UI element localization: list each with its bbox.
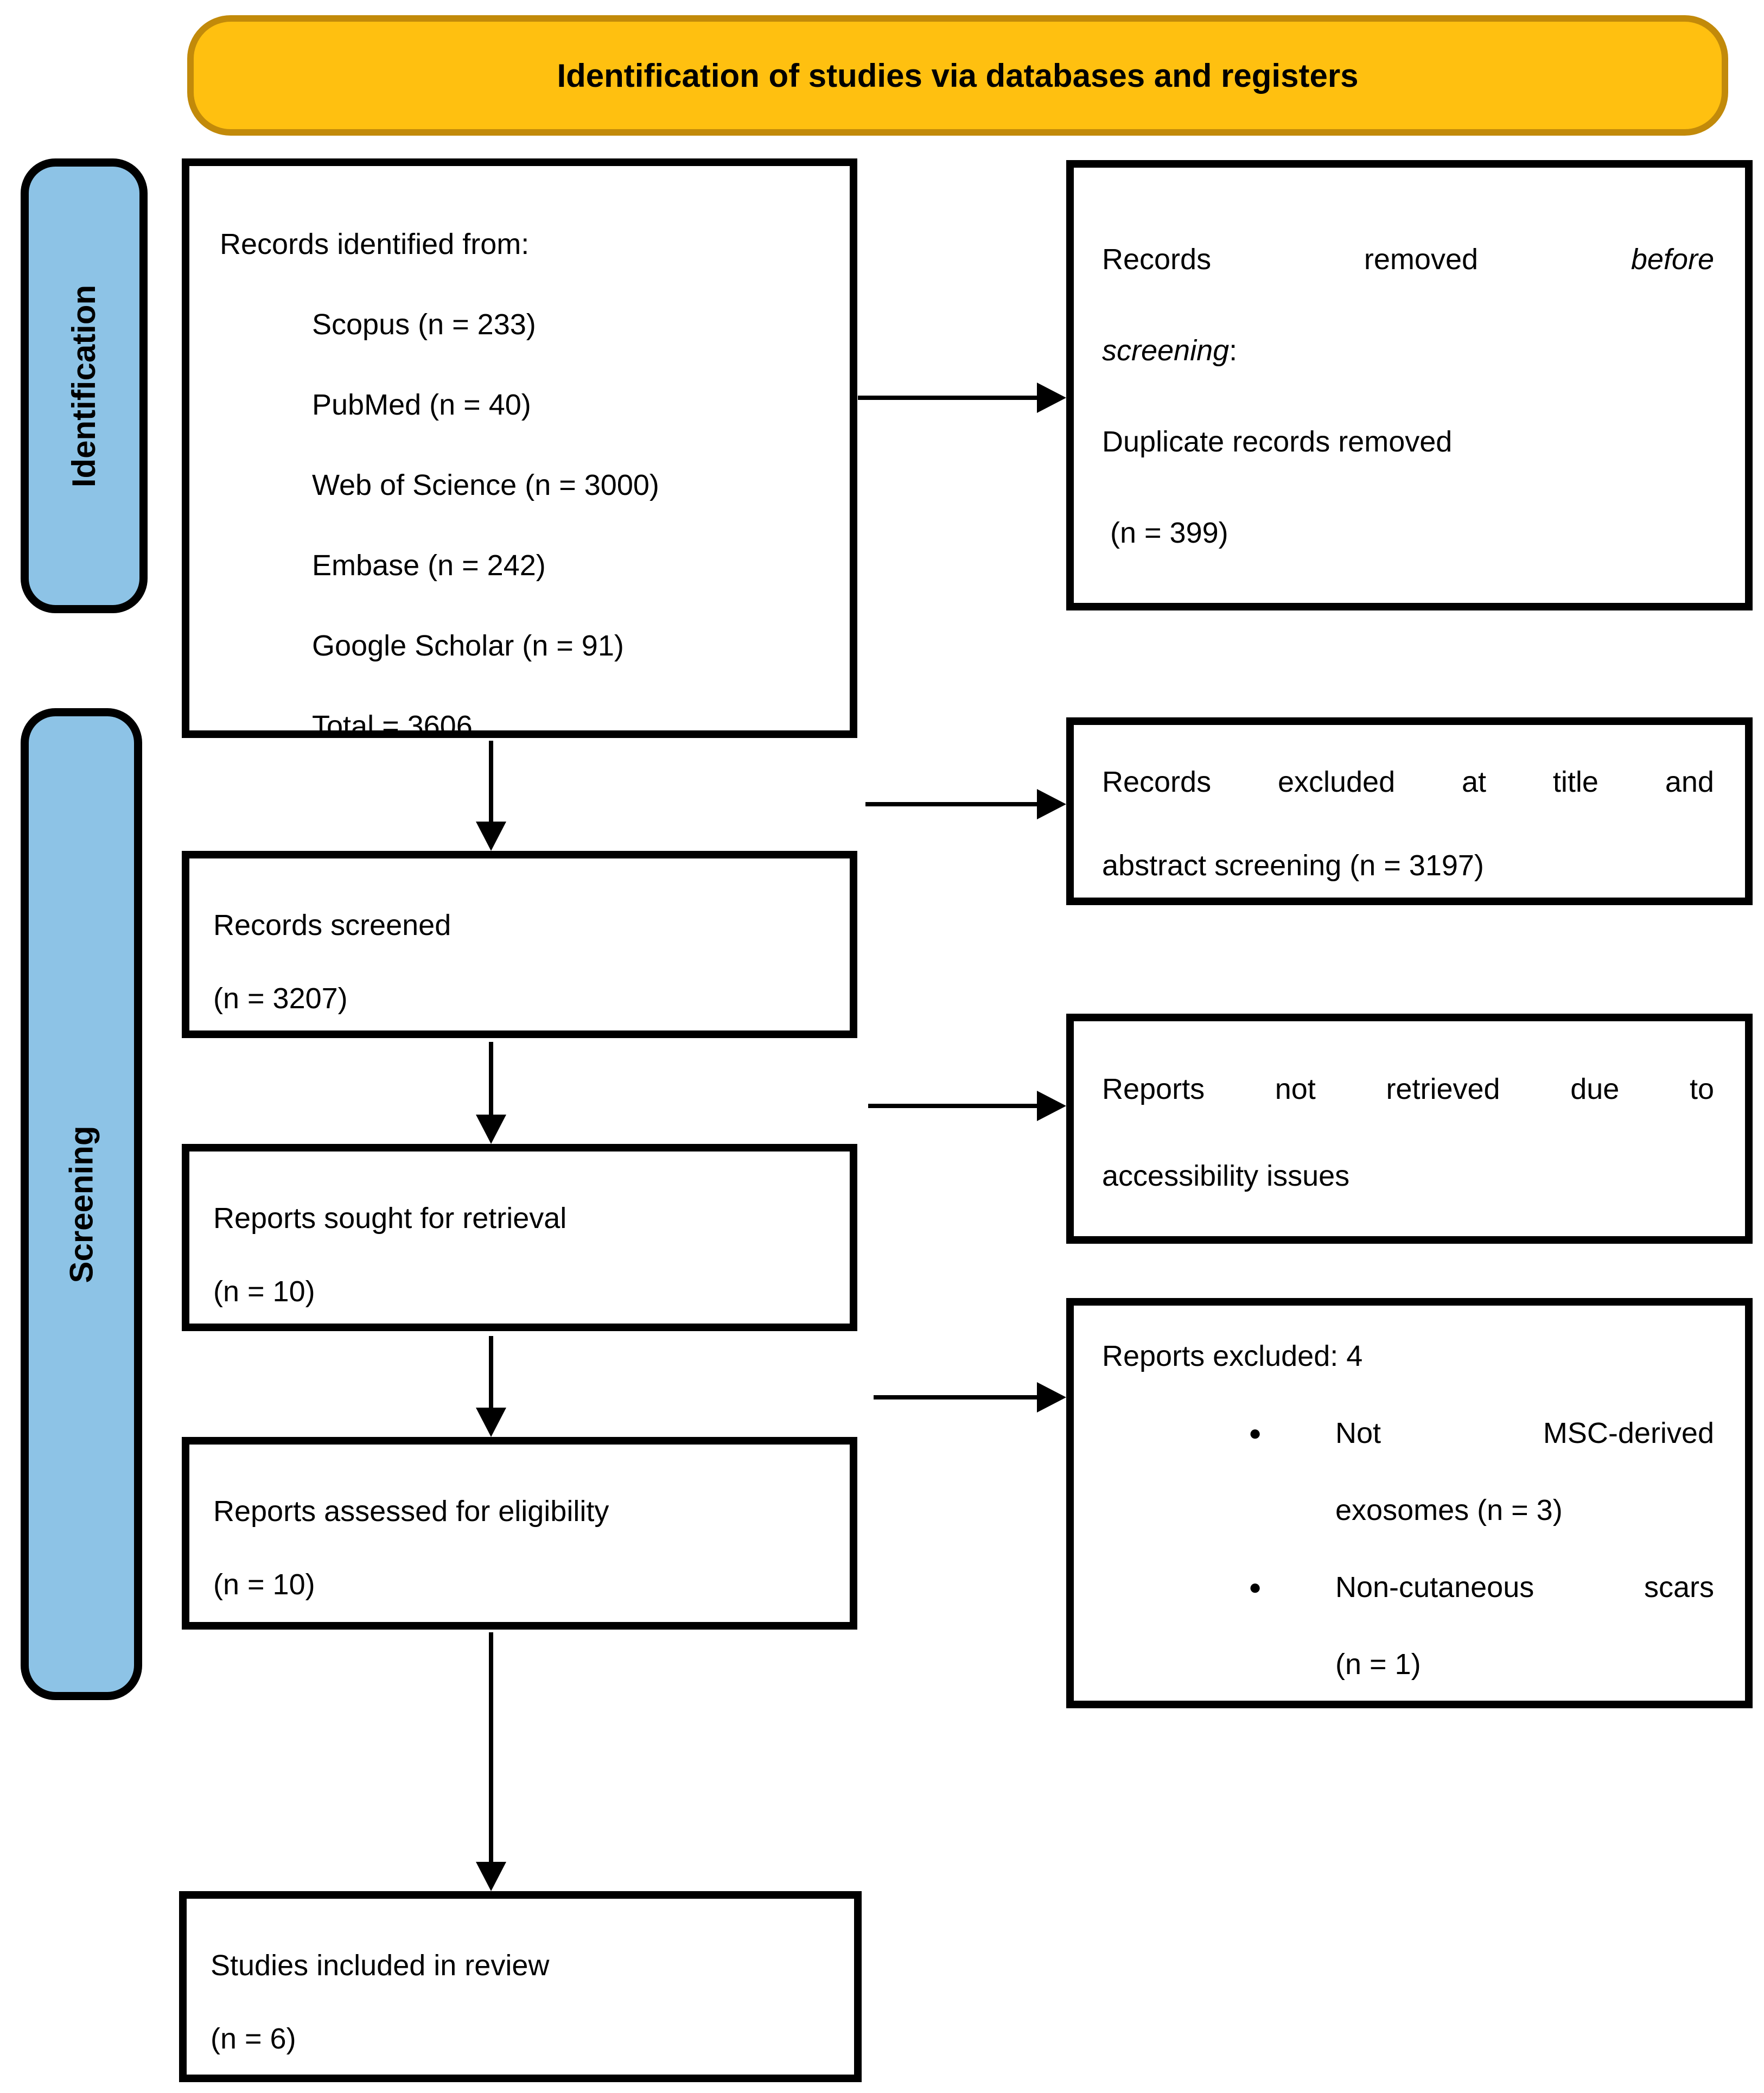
reports-sought-label: Reports sought for retrieval <box>213 1201 567 1235</box>
records-excluded-box <box>1066 717 1753 905</box>
reports-not-retrieved-box <box>1066 1014 1753 1244</box>
arrowhead-down-icon <box>476 822 506 851</box>
box-text-line: exosomes (n = 3) <box>1335 1494 1563 1526</box>
records-screened-count: (n = 3207) <box>213 982 348 1015</box>
arrow-sought-to-not-retrieved <box>868 1091 1066 1121</box>
arrow-screened-to-sought <box>476 1042 506 1144</box>
source-embase: Embase (n = 242) <box>312 549 546 582</box>
box-text-line: Not MSC-derived <box>1335 1417 1714 1449</box>
arrow-identified-to-removed <box>858 383 1066 413</box>
arrow-assessed-to-reports-excluded <box>874 1382 1066 1413</box>
arrow-identified-to-screened <box>476 741 506 851</box>
records-screened-label: Records screened <box>213 908 451 941</box>
records-identified-heading: Records identified from: <box>220 228 530 260</box>
bullet-icon: ● <box>1249 1421 1262 1445</box>
box-text-line: Reports not retrieved due to <box>1102 1073 1714 1105</box>
box-text-line: accessibility issues <box>1102 1160 1350 1192</box>
source-total: Total = 3606 <box>312 710 473 742</box>
studies-included-count: (n = 6) <box>211 2022 296 2055</box>
reports-excluded-bullet-2 <box>1102 1549 1714 1703</box>
records-identified-box <box>182 158 857 742</box>
reports-assessed-count: (n = 10) <box>213 1568 315 1601</box>
studies-included-box <box>179 1891 862 2082</box>
source-web-of-science: Web of Science (n = 3000) <box>312 469 659 501</box>
records-screened-box <box>182 851 857 1038</box>
bullet-1-text <box>1335 1395 1714 1549</box>
banner <box>187 15 1728 136</box>
arrowhead-right-icon <box>1037 1091 1066 1121</box>
box-text-line: abstract screening (n = 3197) <box>1102 849 1484 882</box>
source-google-scholar: Google Scholar (n = 91) <box>312 629 624 662</box>
arrowhead-down-icon <box>476 1115 506 1144</box>
arrowhead-right-icon <box>1037 383 1066 413</box>
box-text-line: Duplicate records removed <box>1102 425 1453 458</box>
arrow-sought-to-assessed <box>476 1336 506 1437</box>
records-removed-box <box>1066 160 1753 610</box>
bullet-icon: ● <box>1249 1575 1262 1599</box>
reports-assessed-box <box>182 1437 857 1630</box>
box-text-line: Records removed before <box>1102 243 1714 276</box>
reports-assessed-label: Reports assessed for eligibility <box>213 1494 609 1528</box>
box-text-line: screening : <box>1102 334 1238 367</box>
source-scopus: Scopus (n = 233) <box>312 308 536 341</box>
box-text-line: Records excluded at title and <box>1102 766 1714 798</box>
arrowhead-down-icon <box>476 1408 506 1437</box>
arrowhead-down-icon <box>476 1862 506 1891</box>
banner-title: Identification of studies via databases and registers <box>557 57 1359 94</box>
bullet-2-text <box>1335 1549 1714 1703</box>
stage-screening-label: Screening <box>63 1125 100 1283</box>
box-text-line: Non-cutaneous scars <box>1335 1571 1714 1604</box>
arrowhead-right-icon <box>1037 789 1066 819</box>
reports-sought-box <box>182 1144 857 1331</box>
arrow-assessed-to-included <box>476 1632 506 1891</box>
stage-identification <box>21 158 148 613</box>
reports-sought-count: (n = 10) <box>213 1275 315 1308</box>
stage-screening <box>21 708 142 1700</box>
box-text-line: (n = 1) <box>1335 1648 1421 1681</box>
source-pubmed: PubMed (n = 40) <box>312 389 531 421</box>
box-text-line: (n = 399) <box>1102 517 1228 549</box>
reports-excluded-heading: Reports excluded: 4 <box>1102 1340 1363 1372</box>
studies-included-label: Studies included in review <box>211 1949 550 1982</box>
arrowhead-right-icon <box>1037 1382 1066 1413</box>
stage-identification-label: Identification <box>66 284 103 487</box>
reports-excluded-box <box>1066 1298 1753 1708</box>
reports-excluded-bullet-1 <box>1102 1395 1714 1549</box>
arrow-screened-to-excluded <box>865 789 1066 819</box>
